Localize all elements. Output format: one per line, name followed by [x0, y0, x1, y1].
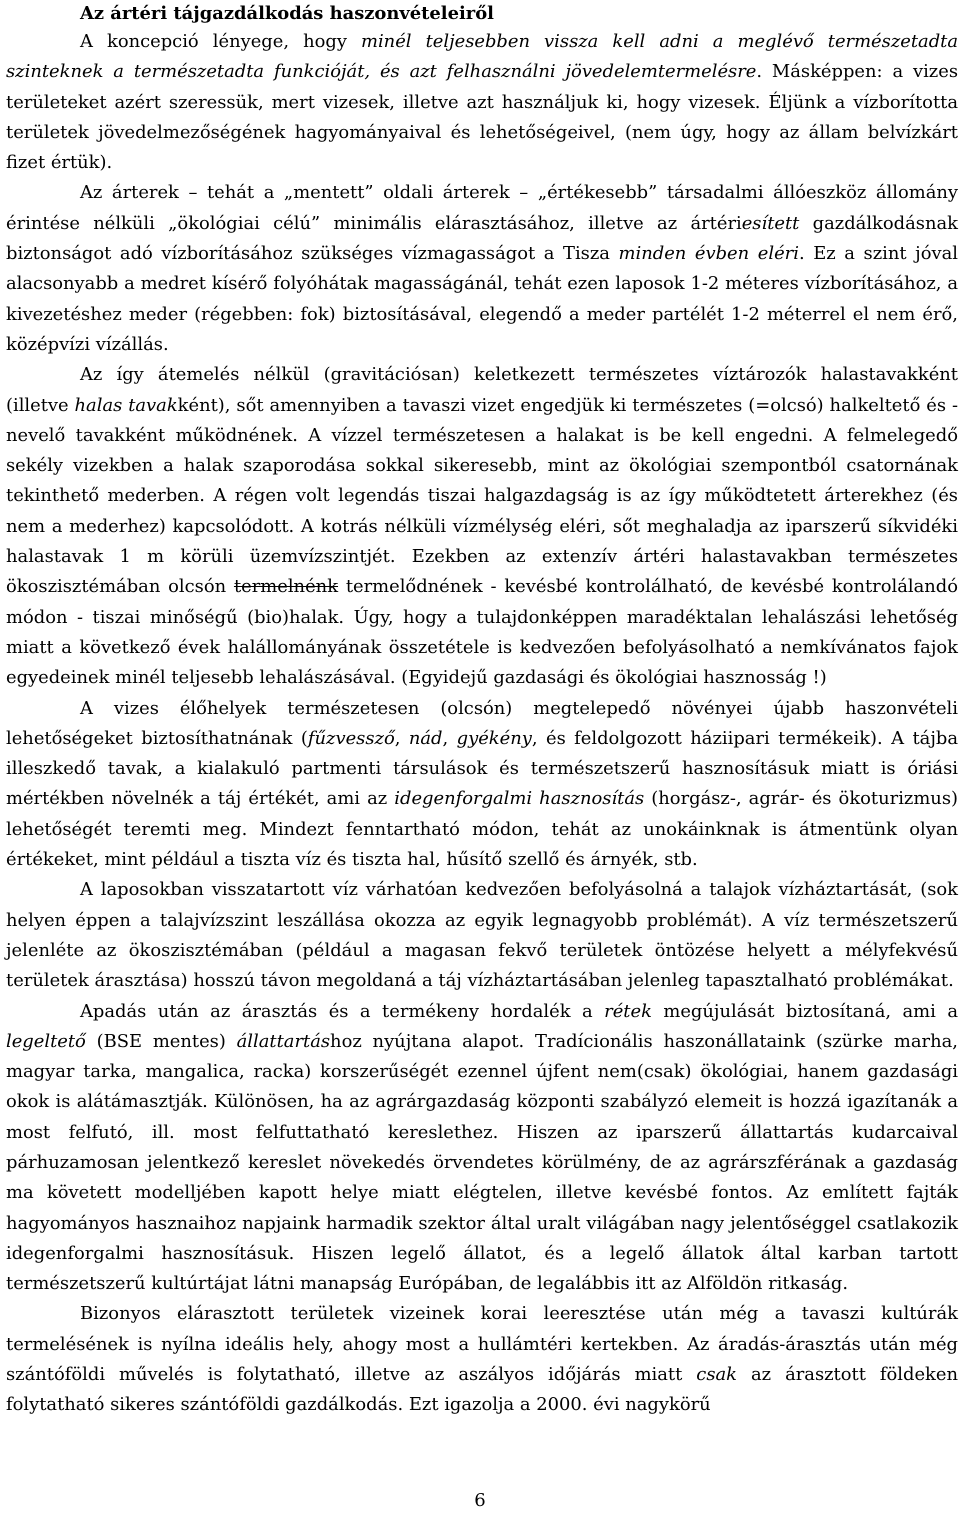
text-run: A koncepció lényege, hogy — [80, 31, 361, 52]
text-run: gazdálkodásnak biztonságot adó vízborításához szükséges vízmagasságot a Tisza — [6, 212, 958, 265]
document-body — [6, 27, 958, 1421]
section-title: Az ártéri tájgazdálkodás haszonvételeiről — [80, 3, 494, 24]
italic-text: minden évben eléri — [618, 243, 799, 265]
text-run: Apadás után az árasztás és a termékeny hordalék a — [80, 1000, 605, 1022]
paragraph — [6, 360, 958, 693]
text-run: A laposokban visszatartott víz várhatóan kedvezően befolyásolná a talajok vízháztartását, (sok helyen éppen a talajvízszint leszállása okozza az egyik legnagyobb problémát). A víz természetszerű jelenléte az ökoszisztémában (például a magasan fekvő területek öntözése helyett a mélyfekvésű területek árasztása) hosszú távon megoldaná a táj vízháztartásában jelenleg tapasztalható problémákat. — [6, 879, 958, 992]
text-run: Az így átemelés nélkül (gravitációsan) keletkezett természetes víztározók halastavakként (illetve — [6, 364, 958, 416]
struck-text: termelnénk — [233, 576, 339, 598]
italic-text: állattartás — [236, 1030, 331, 1052]
text-run: , — [442, 727, 457, 749]
paragraph — [6, 1299, 958, 1420]
italic-text: nád — [408, 727, 443, 749]
text-run: A vizes élőhelyek természetesen (olcsón) megtelepedő növényei újabb haszonvételi lehetőségeket biztosíthatnának ( — [6, 697, 958, 749]
text-run: Az árterek – tehát a „mentett” oldali árterek – „értékesebb” társadalmi állóeszköz állomány érintése nélküli „ökológiai célú” minimális elárasztásához, illetve az ártéri — [6, 182, 958, 234]
text-run: , — [394, 727, 409, 749]
italic-text: csak — [696, 1364, 738, 1386]
italic-text: legeltető — [6, 1030, 86, 1052]
italic-text: gyékény — [456, 727, 532, 749]
paragraph — [6, 875, 958, 996]
paragraph — [6, 694, 958, 876]
italic-text: minél teljesebben vissza kell adni a meglévő természetadta szinteknek a természetadta funkcióját, és azt felhasználni jövedelemtermelésre — [6, 31, 958, 83]
italic-text: halas tavak — [74, 394, 178, 416]
text-run: . Másképpen: a vizes területeket azért szeressük, mert vizesek, illetve azt használjuk ki, hogy vizesek. Éljünk a vízborította területek jövedelmezőségének hagyományaival és lehetőségeivel, (nem úgy, hogy az állam belvízkárt fizet értük). — [6, 61, 959, 174]
italic-text: idegenforgalmi hasznosítás — [394, 788, 645, 810]
italic-text: esített — [741, 212, 800, 234]
italic-text: fűzvessző — [307, 727, 395, 749]
paragraph — [6, 27, 958, 178]
text-run: (horgász-, agrár- és ökoturizmus) lehetőségét teremti meg. Mindezt fenntartható módon, tehát az unokáinknak is átmentünk olyan értékeket, mint például a tiszta víz és tiszta hal, hűsítő szellő és árnyék, stb. — [6, 788, 958, 871]
text-run: Bizonyos elárasztott területek vizeinek korai leeresztése után még a tavaszi kultúrák termelésének is nyílna ideális hely, ahogy most a hullámtéri kertekben. Az áradás-árasztás után még szántóföldi művelés is folytatható, illetve az aszályos időjárás miatt — [6, 1303, 958, 1386]
text-run: termelődnének - kevésbé kontrolálható, de kevésbé kontrolálandó módon - tiszai minőségű (bio)halak. Úgy, hogy a tulajdonképpen maradéktalan lehalászási lehetőség miatt a következő évek halállományának összetétele is kedvezően befolyásolható a nemkívánatos fajok egyedeinek minél teljesebb lehalászásával. (Egyidejű gazdasági és ökológiai hasznosság !) — [6, 576, 959, 689]
italic-text: rétek — [604, 1000, 652, 1022]
paragraph — [6, 997, 958, 1300]
text-run: . Ez a szint jóval alacsonyabb a medret kísérő folyóhátak magasságánál, tehát ezen laposok 1-2 méteres vízborításához, a kivezetéshez meder (régebben: fok) biztosításával, elegendő a meder partélét 1-2 méterrel el nem érő, középvízi vízállás. — [6, 243, 958, 355]
text-run: (BSE mentes) — [85, 1030, 237, 1052]
text-run: az árasztott földeken folytatható sikeres szántóföldi gazdálkodás. Ezt igazolja a 2000. évi nagykörű — [6, 1364, 958, 1416]
page-number: 6 — [474, 1490, 486, 1511]
text-run: , és feldolgozott háziipari termékeik). A tájba illeszkedő tavak, a kialakuló partmenti társulások és természetszerű hasznosításuk miatt is óriási mértékben növelnék a táj értékét, ami az — [6, 727, 959, 810]
text-run: megújulását biztosítaná, ami a — [651, 1000, 958, 1022]
text-run: ként), sőt amennyiben a tavaszi vizet engedjük ki természetes (=olcsó) halkeltető és -nevelő tavakként működnének. A vízzel természetesen a halakat is be kell engedni. A felmelegedő sekély vizekben a halak szaporodása sokkal sikeresebb, mint az ökológiai szempontból csatornának tekinthető mederben. A régen volt legendás tiszai halgazdagság is az így működtetett árterekhez (és nem a mederhez) kapcsolódott. A kotrás nélküli vízmélység eléri, sőt meghaladja az iparszerű síkvidéki halastavak 1 m körüli üzemvízszintjét. Ezekben az extenzív ártéri halastavakban természetes ökoszisztémában olcsón — [6, 394, 958, 598]
document-page — [6, 0, 958, 1421]
text-run: hoz nyújtana alapot. Tradícionális haszonállataink (szürke marha, magyar tarka, mangalica, racka) korszerűségét ezennel újfent nem(csak) ökológiai, hanem gazdasági okok is alátámasztják. Különösen, ha az agrárgazdaság központi szabályzó elemeit is hozzá igazítanák a most felfutó, ill. most felfuttatható kereslethez. Hiszen az iparszerű állattartás kudarcaival párhuzamosan jelentkező kereslet növekedés örvendetes körülmény, de az agrárszférának a gazdaság ma követett modelljében kapott helye miatt elégtelen, illetve kevésbé fontos. Az említett fajták hagyományos hasznaihoz napjaink harmadik szektor által uralt világában nagy jelentőséggel csatlakozik idegenforgalmi hasznosításuk. Hiszen legelő állatot, és a legelő állatok által karban tartott természetszerű kultúrtájat látni manapság Európában, de legalábbis itt az Alföldön ritkaság. — [6, 1030, 958, 1295]
paragraph — [6, 178, 958, 360]
